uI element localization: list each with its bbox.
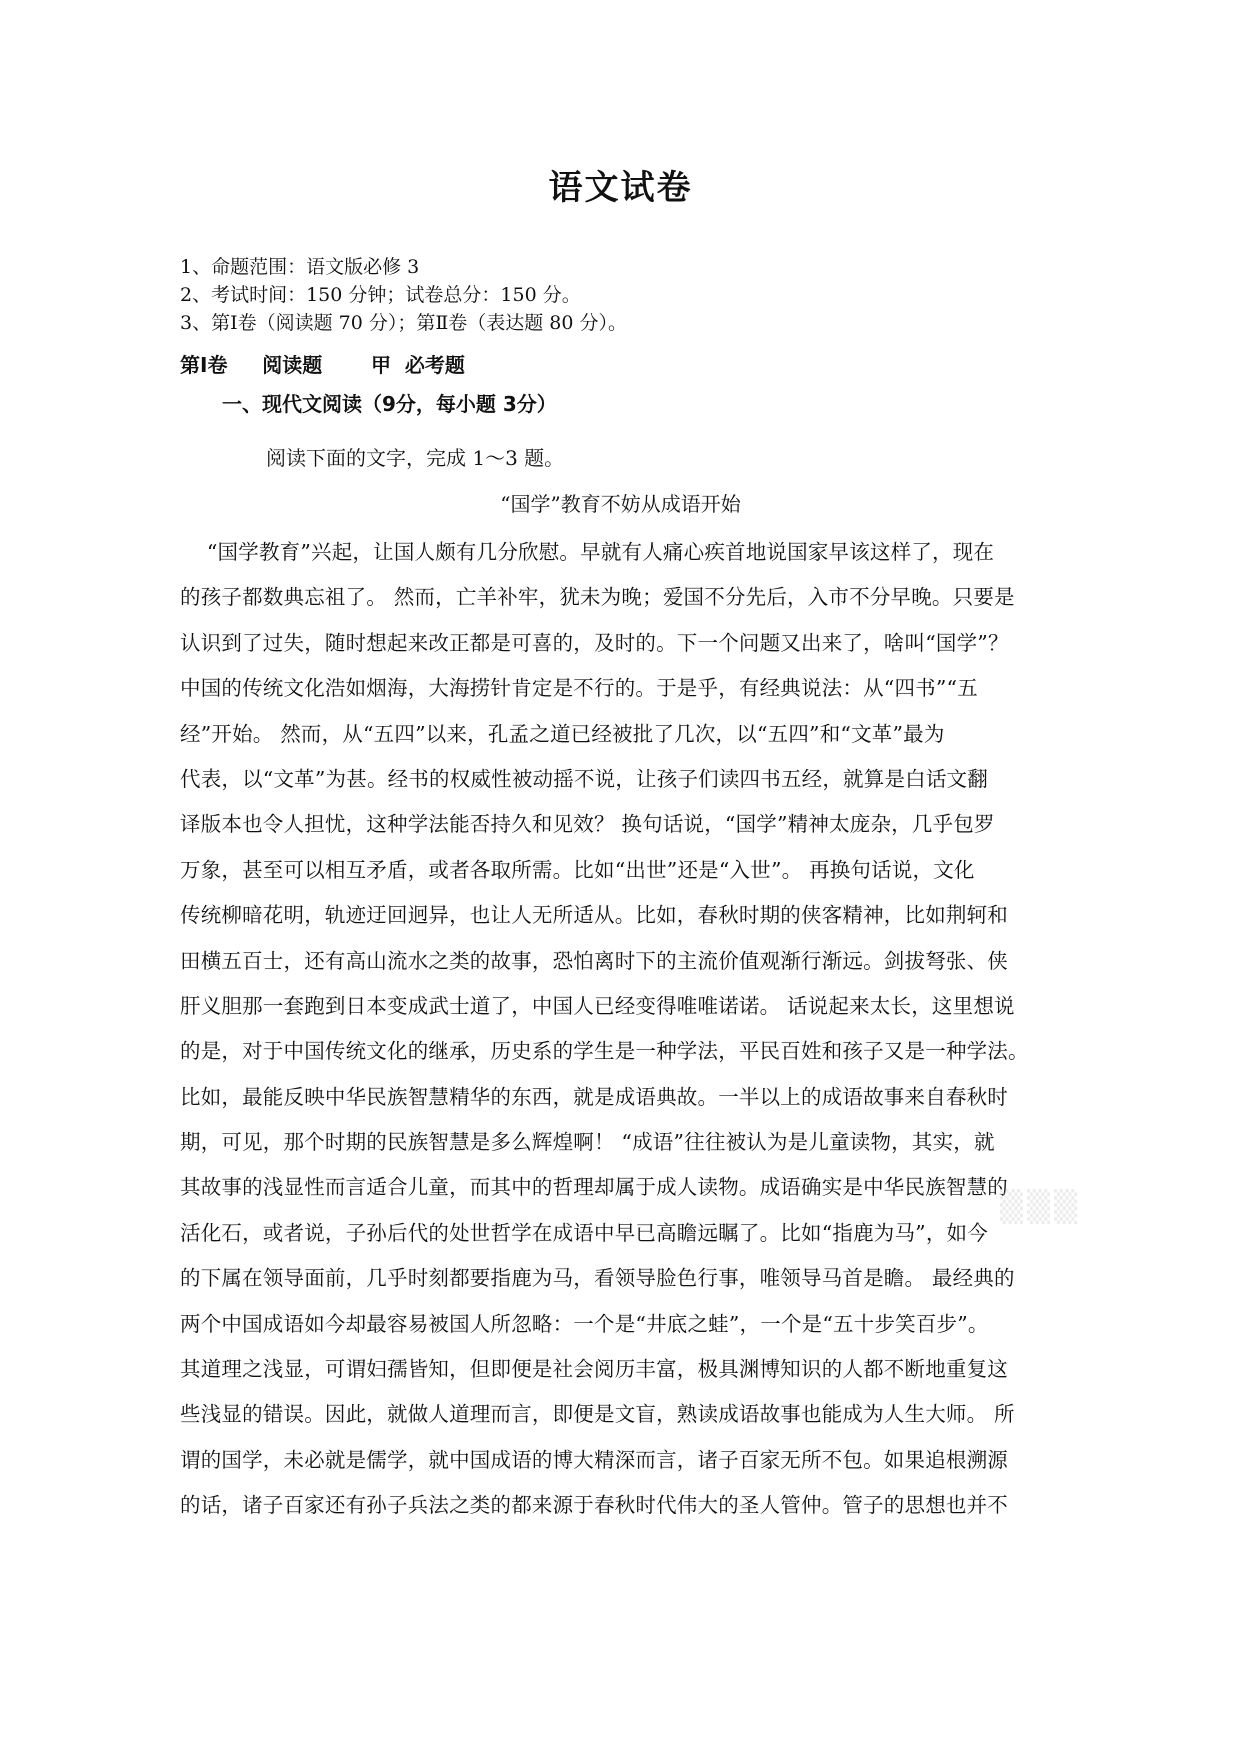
article-line: 译版本也令人担忧，这种学法能否持久和见效？ 换句话说，“国学”精神太庞杂，几乎包罗 (180, 812, 995, 837)
article-body (180, 530, 1060, 1529)
article-line: 两个中国成语如今却最容易被国人所忽略：一个是“井底之蛙”，一个是“五十步笑百步”。 (180, 1311, 989, 1336)
reading-prompt: 阅读下面的文字，完成 1～3 题。 (266, 446, 565, 470)
article-line: 田横五百士，还有高山流水之类的故事，恐怕离时下的主流价值观渐行渐远。剑拔弩张、侠 (180, 948, 1008, 973)
watermark: ▒▒▒ (1000, 1190, 1082, 1225)
article-line: 中国的传统文化浩如烟海，大海捞针肯定是不行的。于是乎，有经典说法：从“四书”“五 (180, 676, 978, 701)
article-line: 的下属在领导面前，几乎时刻都要指鹿为马，看领导脸色行事，唯领导马首是瞻。 最经典的 (180, 1266, 1015, 1291)
article-line: 的话，诸子百家还有孙子兵法之类的都来源于春秋时代伟大的圣人管仲。管子的思想也并不 (180, 1493, 1008, 1518)
article-line: 代表，以“文革”为甚。经书的权威性被动摇不说，让孩子们读四书五经，就算是白话文翻 (180, 766, 988, 791)
instruction-line: 1、命题范围：语文版必修 3 (180, 256, 420, 278)
article-line: “国学教育”兴起，让国人颇有几分欣慰。早就有人痛心疾首地说国家早该这样了，现在 (180, 540, 995, 564)
article-line: 肝义胆那一套跑到日本变成武士道了，中国人已经变得唯唯诺诺。 话说起来太长，这里想说 (180, 993, 1015, 1018)
article-line: 经”开始。 然而，从“五四”以来，孔孟之道已经被批了几次，以“五四”和“文革”最为 (180, 721, 945, 746)
article-line: 其故事的浅显性而言适合儿童，而其中的哲理却属于成人读物。成语确实是中华民族智慧的 (180, 1175, 1008, 1200)
subsection-heading: 一、现代文阅读（9分，每小题 3分） (222, 392, 557, 416)
article-line: 期，可见，那个时期的民族智慧是多么辉煌啊！ “成语”往往被认为是儿童读物，其实，就 (180, 1130, 995, 1155)
article-line: 的孩子都数典忘祖了。 然而，亡羊补牢，犹未为晚；爱国不分先后，入市不分早晚。只要是 (180, 585, 1015, 610)
article-line: 其道理之浅显，可谓妇孺皆知，但即便是社会阅历丰富，极具渊博知识的人都不断地重复这 (180, 1357, 1008, 1382)
article-line: 认识到了过失，随时想起来改正都是可喜的，及时的。下一个问题又出来了，啥叫“国学”？ (180, 630, 1009, 655)
exam-instructions (180, 253, 1080, 337)
article-line: 比如，最能反映中华民族智慧精华的东西，就是成语典故。一半以上的成语故事来自春秋时 (180, 1084, 1008, 1109)
instruction-line: 3、第Ⅰ卷（阅读题 70 分）；第Ⅱ卷（表达题 80 分）。 (180, 312, 628, 334)
section-heading: 第Ⅰ卷 阅读题 甲 必考题 (180, 353, 465, 377)
article-line: 万象，甚至可以相互矛盾，或者各取所需。比如“出世”还是“入世”。 再换句话说，文化 (180, 857, 975, 882)
article-line: 活化石，或者说，子孙后代的处世哲学在成语中早已高瞻远瞩了。比如“指鹿为马”，如今 (180, 1220, 988, 1245)
article-line: 传统柳暗花明，轨迹迂回迥异，也让人无所适从。比如，春秋时期的侠客精神，比如荆轲和 (180, 903, 1008, 928)
instruction-line: 2、考试时间：150 分钟；试卷总分：150 分。 (180, 284, 581, 306)
article-title: “国学”教育不妨从成语开始 (500, 492, 741, 516)
page-title: 语文试卷 (548, 168, 693, 208)
article-line: 些浅显的错误。因此，就做人道理而言，即便是文盲，熟读成语故事也能成为人生大师。 所 (180, 1402, 1015, 1427)
article-line: 的是，对于中国传统文化的继承，历史系的学生是一种学法，平民百姓和孩子又是一种学法。 (180, 1039, 1029, 1064)
article-line: 谓的国学，未必就是儒学，就中国成语的博大精深而言，诸子百家无所不包。如果追根溯源 (180, 1447, 1008, 1472)
